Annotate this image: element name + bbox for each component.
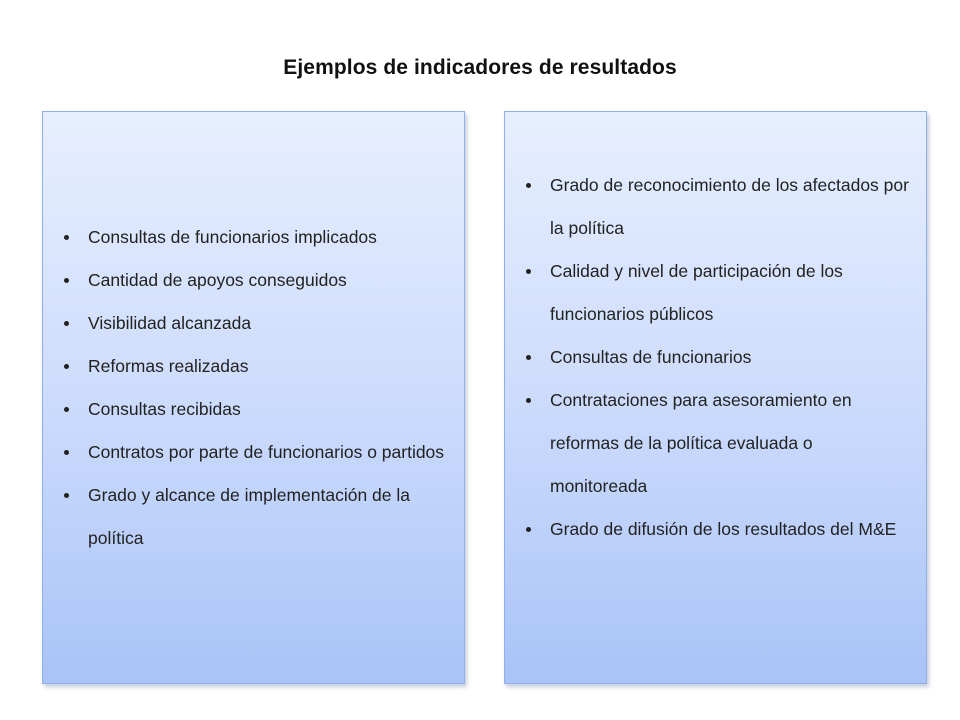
bullet-dot-icon bbox=[526, 355, 531, 360]
bullet-dot-icon bbox=[526, 269, 531, 274]
bullet-item bbox=[521, 336, 910, 379]
bullet-item bbox=[59, 474, 448, 560]
right-indicator-panel bbox=[504, 111, 927, 684]
bullet-item bbox=[59, 345, 448, 388]
bullet-item bbox=[521, 250, 910, 336]
bullet-item bbox=[521, 164, 910, 250]
bullet-text: Cantidad de apoyos conseguidos bbox=[88, 269, 347, 290]
bullet-item bbox=[59, 216, 448, 259]
bullet-dot-icon bbox=[64, 450, 69, 455]
bullet-dot-icon bbox=[526, 183, 531, 188]
left-indicator-panel bbox=[42, 111, 465, 684]
bullet-text: Consultas de funcionarios implicados bbox=[88, 226, 377, 247]
bullet-dot-icon bbox=[64, 407, 69, 412]
left-bullet-list bbox=[43, 216, 464, 560]
bullet-dot-icon bbox=[526, 527, 531, 532]
bullet-text: Grado de difusión de los resultados del M&E bbox=[550, 519, 897, 539]
bullet-dot-icon bbox=[64, 235, 69, 240]
bullet-text: Consultas de funcionarios bbox=[550, 347, 752, 367]
bullet-dot-icon bbox=[64, 321, 69, 326]
bullet-text: Reformas realizadas bbox=[88, 355, 249, 376]
bullet-item bbox=[59, 302, 448, 345]
bullet-dot-icon bbox=[64, 364, 69, 369]
bullet-text: Consultas recibidas bbox=[88, 398, 241, 419]
bullet-text: Visibilidad alcanzada bbox=[88, 312, 252, 333]
bullet-dot-icon bbox=[64, 493, 69, 498]
bullet-item bbox=[59, 259, 448, 302]
bullet-dot-icon bbox=[526, 398, 531, 403]
bullet-item bbox=[521, 379, 910, 508]
bullet-text: Grado y alcance de implementación de la política bbox=[88, 484, 410, 548]
bullet-dot-icon bbox=[64, 278, 69, 283]
bullet-text: Grado de reconocimiento de los afectados por la política bbox=[550, 175, 909, 238]
bullet-item bbox=[59, 388, 448, 431]
bullet-text: Contratos por parte de funcionarios o partidos bbox=[88, 441, 445, 462]
slide-title: Ejemplos de indicadores de resultados bbox=[283, 56, 677, 79]
right-bullet-list bbox=[505, 164, 926, 551]
bullet-text: Calidad y nivel de participación de los funcionarios públicos bbox=[550, 261, 843, 324]
bullet-text: Contrataciones para asesoramiento en reformas de la política evaluada o monitoreada bbox=[550, 390, 852, 496]
bullet-item bbox=[521, 508, 910, 551]
bullet-item bbox=[59, 431, 448, 474]
